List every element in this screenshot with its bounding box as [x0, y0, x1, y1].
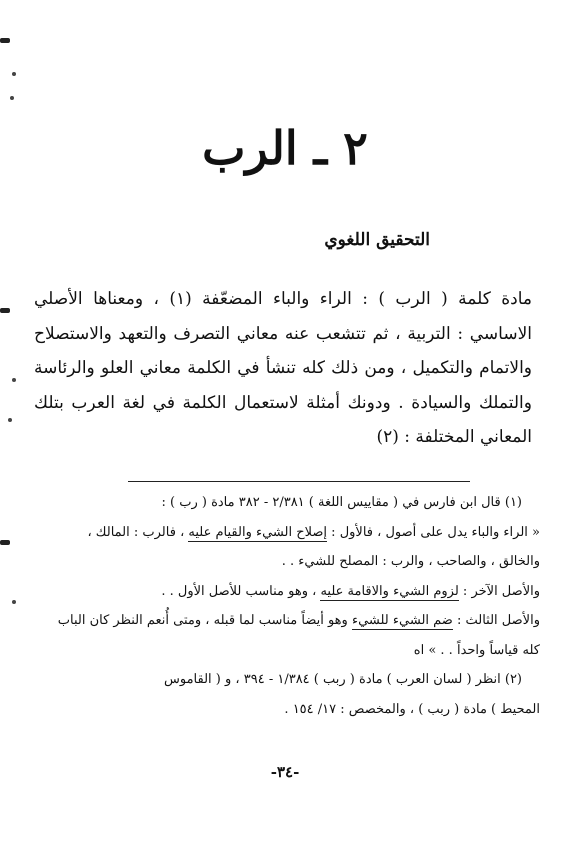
footnote-text: والأصل الآخر : [458, 583, 540, 599]
underlined-text: ضم الشيء للشيء [351, 613, 453, 628]
footnote-text: « الراء والباء يدل على أصول ، فالأول : [327, 524, 540, 540]
page-number: -٣٤- [270, 763, 300, 781]
underlined-text: إصلاح الشيء والقيام عليه [188, 524, 328, 540]
chapter-title: ٢ ـ الرب [202, 121, 368, 175]
footnote-2-line-2: المحيط ) مادة ( ربب ) ، والمخصص : ١٧/ ١٥٤ . [284, 701, 540, 717]
footnote-1-line-1: (١) قال ابن فارس في ( مقاييس اللغة ) ٢/٣٨١ - ٣٨٢ مادة ( رب ) : [161, 495, 522, 510]
underlined-text: لزوم الشيء والاقامة عليه [320, 583, 459, 599]
body-paragraph: مادة كلمة ( الرب ) : الراء والباء المضعّفة (١) ، ومعناها الأصلي الاساسي : التربية ، ثم تتشعب عنه معاني التصرف والتعهد والاستصلاح والاتمام والتكميل ، ومن ذلك كله تنشأ في الكلمة معاني العلو والرئاسة والتملك والسيادة . ودونك أمثلة لاستعمال الكلمة في لغة العرب بتلك المعاني المختلفة : (٢) [34, 289, 532, 447]
margin-dot [8, 418, 12, 422]
footnote-text: وهو أيضاً مناسب لما قبله ، ومتى أُنعم النظر كان الباب [57, 613, 352, 628]
footnote-text: والأصل الثالث : [452, 613, 540, 628]
margin-dot [12, 72, 16, 76]
margin-mark [0, 38, 10, 43]
footnote-1-line-2 [30, 518, 540, 548]
section-heading: التحقيق اللغوي [324, 230, 430, 250]
footnote-1-line-4 [30, 577, 540, 607]
footnote-1-line-5 [30, 606, 540, 636]
margin-mark [0, 308, 10, 313]
margin-dot [12, 378, 16, 382]
footnotes [30, 488, 540, 724]
margin-dot [10, 96, 14, 100]
footnote-text: ، وهو مناسب للأصل الأول . . [161, 583, 321, 599]
footnote-text: ، فالرب : المالك ، [87, 524, 189, 540]
footnote-1-line-6: كله قياساً واحداً . . » اه [413, 642, 540, 658]
footnote-divider [128, 481, 470, 482]
margin-dot [12, 600, 16, 604]
footnote-1-line-3: والخالق ، والصاحب ، والرب : المصلح للشيء . . [281, 554, 540, 569]
footnote-2-line-1: (٢) انظر ( لسان العرب ) مادة ( ربب ) ١/٣٨٤ - ٣٩٤ ، و ( القاموس [164, 672, 522, 687]
margin-mark [0, 540, 10, 545]
